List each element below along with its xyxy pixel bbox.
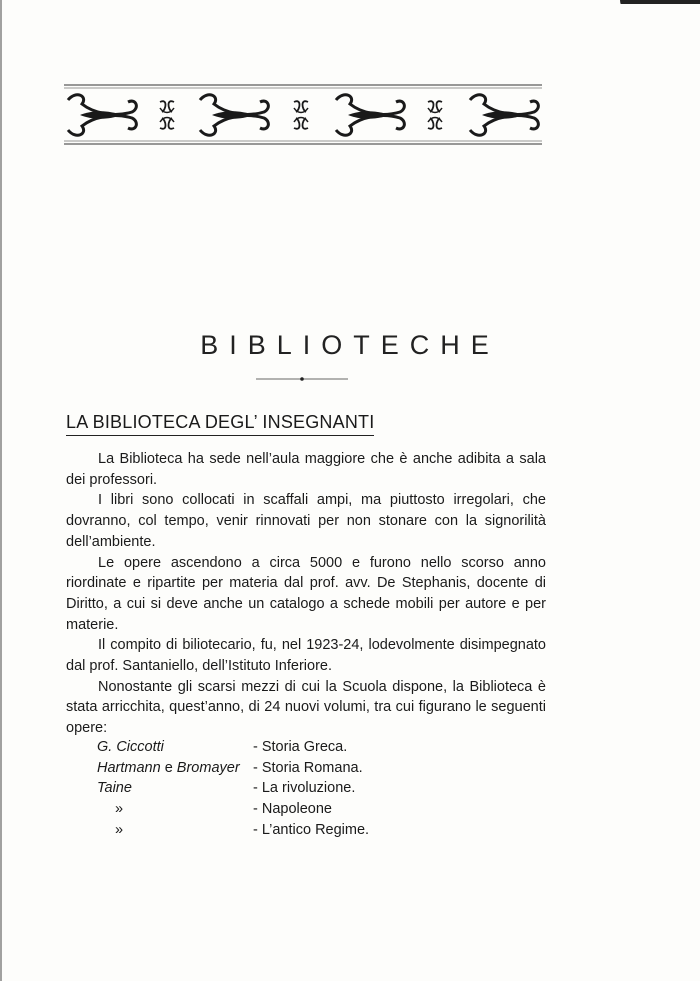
list-item xyxy=(97,778,517,799)
list-item xyxy=(97,799,517,820)
scan-edge-shadow xyxy=(0,0,2,981)
paragraph: I libri sono collocati in scaffali ampi, ma piuttosto irregolari, che dovranno, col tempo, venir rinnovati per non stonare con la signorilità dell’ambiente. xyxy=(66,492,546,550)
work-author-second: Bromayer xyxy=(176,759,240,776)
work-author-first: Hartmann xyxy=(97,759,161,776)
scan-corner-mark xyxy=(620,0,700,14)
work-title: - L’antico Regime. xyxy=(253,821,370,838)
paragraph: Il compito di biliotecario, fu, nel 1923-24, lodevolmente disimpegnato dal prof. Santaniello, dell’Istituto Inferiore. xyxy=(66,637,546,675)
work-title: - Storia Romana. xyxy=(253,759,363,776)
work-title: - Napoleone xyxy=(253,801,332,818)
work-title: - Storia Greca. xyxy=(253,739,348,755)
list-item xyxy=(97,820,517,841)
works-list xyxy=(97,737,517,840)
paragraph: Le opere ascendono a circa 5000 e furono nello scorso anno riordinate e ripartite per materia dal prof. avv. De Stephanis, docente di Diritto, a cui si deve anche un catalogo a schede mobili per autore e per materie. xyxy=(66,554,546,633)
title-divider xyxy=(256,369,348,375)
body-text xyxy=(66,449,546,739)
ditto-mark: » xyxy=(115,821,124,838)
ditto-mark: » xyxy=(115,801,124,818)
list-item xyxy=(97,737,517,758)
section-heading: LA BIBLIOTECA DEGL’ INSEGNANTI xyxy=(66,412,374,436)
decorative-header-ornament xyxy=(64,84,542,146)
work-author xyxy=(97,758,253,779)
work-author: Taine xyxy=(97,780,132,797)
paragraph: La Biblioteca ha sede nell’aula maggiore che è anche adibita a sala dei professori. xyxy=(66,451,546,488)
author-conjunction: e xyxy=(160,759,177,776)
list-item xyxy=(97,758,517,779)
work-author: G. Ciccotti xyxy=(97,739,164,755)
page-title: BIBLIOTECHE xyxy=(200,330,500,360)
work-title: - La rivoluzione. xyxy=(253,780,356,797)
paragraph: Nonostante gli scarsi mezzi di cui la Scuola dispone, la Biblioteca è stata arricchita, quest’anno, di 24 nuovi volumi, tra cui figurano le seguenti opere: xyxy=(66,678,546,737)
